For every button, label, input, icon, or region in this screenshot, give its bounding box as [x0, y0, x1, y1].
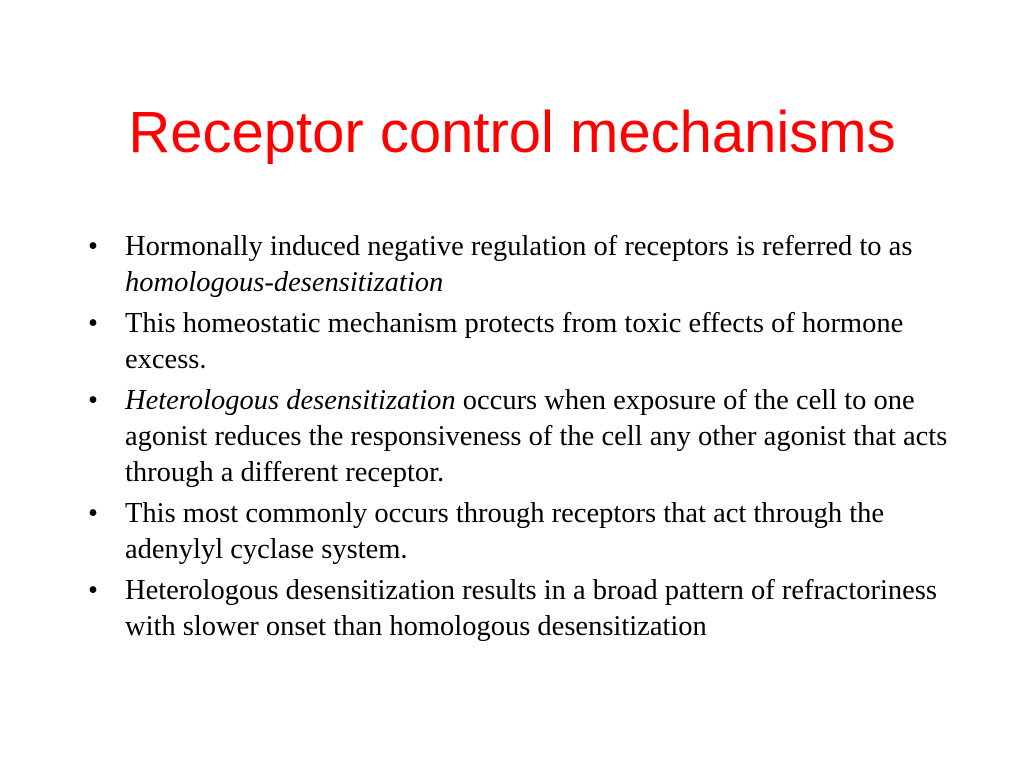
bullet-text: occurs when exposure of the cell to one agonist reduces the responsiveness of the cell any other agonist that acts through a different receptor. [125, 385, 948, 488]
bullet-italic-term: Heterologous desensitization [125, 385, 456, 416]
bullet-item [88, 306, 948, 378]
bullet-italic-term: homologous-desensitization [125, 267, 444, 298]
bullet-dot-icon: • [88, 498, 98, 529]
bullet-item [88, 573, 948, 645]
bullet-item [88, 383, 948, 491]
bullet-text: Heterologous desensitization results in a broad pattern of refractoriness with slower onset than homologous desensitization [125, 575, 937, 642]
bullet-dot-icon: • [88, 231, 98, 262]
bullet-text: Hormonally induced negative regulation of receptors is referred to as [125, 231, 913, 262]
bullet-list [88, 229, 948, 650]
bullet-dot-icon: • [88, 308, 98, 339]
bullet-dot-icon: • [88, 575, 98, 606]
bullet-item [88, 229, 948, 301]
slide-title: Receptor control mechanisms [128, 100, 896, 165]
bullet-text: This most commonly occurs through receptors that act through the adenylyl cyclase system. [125, 498, 885, 565]
bullet-text: This homeostatic mechanism protects from toxic effects of hormone excess. [125, 308, 904, 375]
bullet-item [88, 496, 948, 568]
bullet-dot-icon: • [88, 385, 98, 416]
